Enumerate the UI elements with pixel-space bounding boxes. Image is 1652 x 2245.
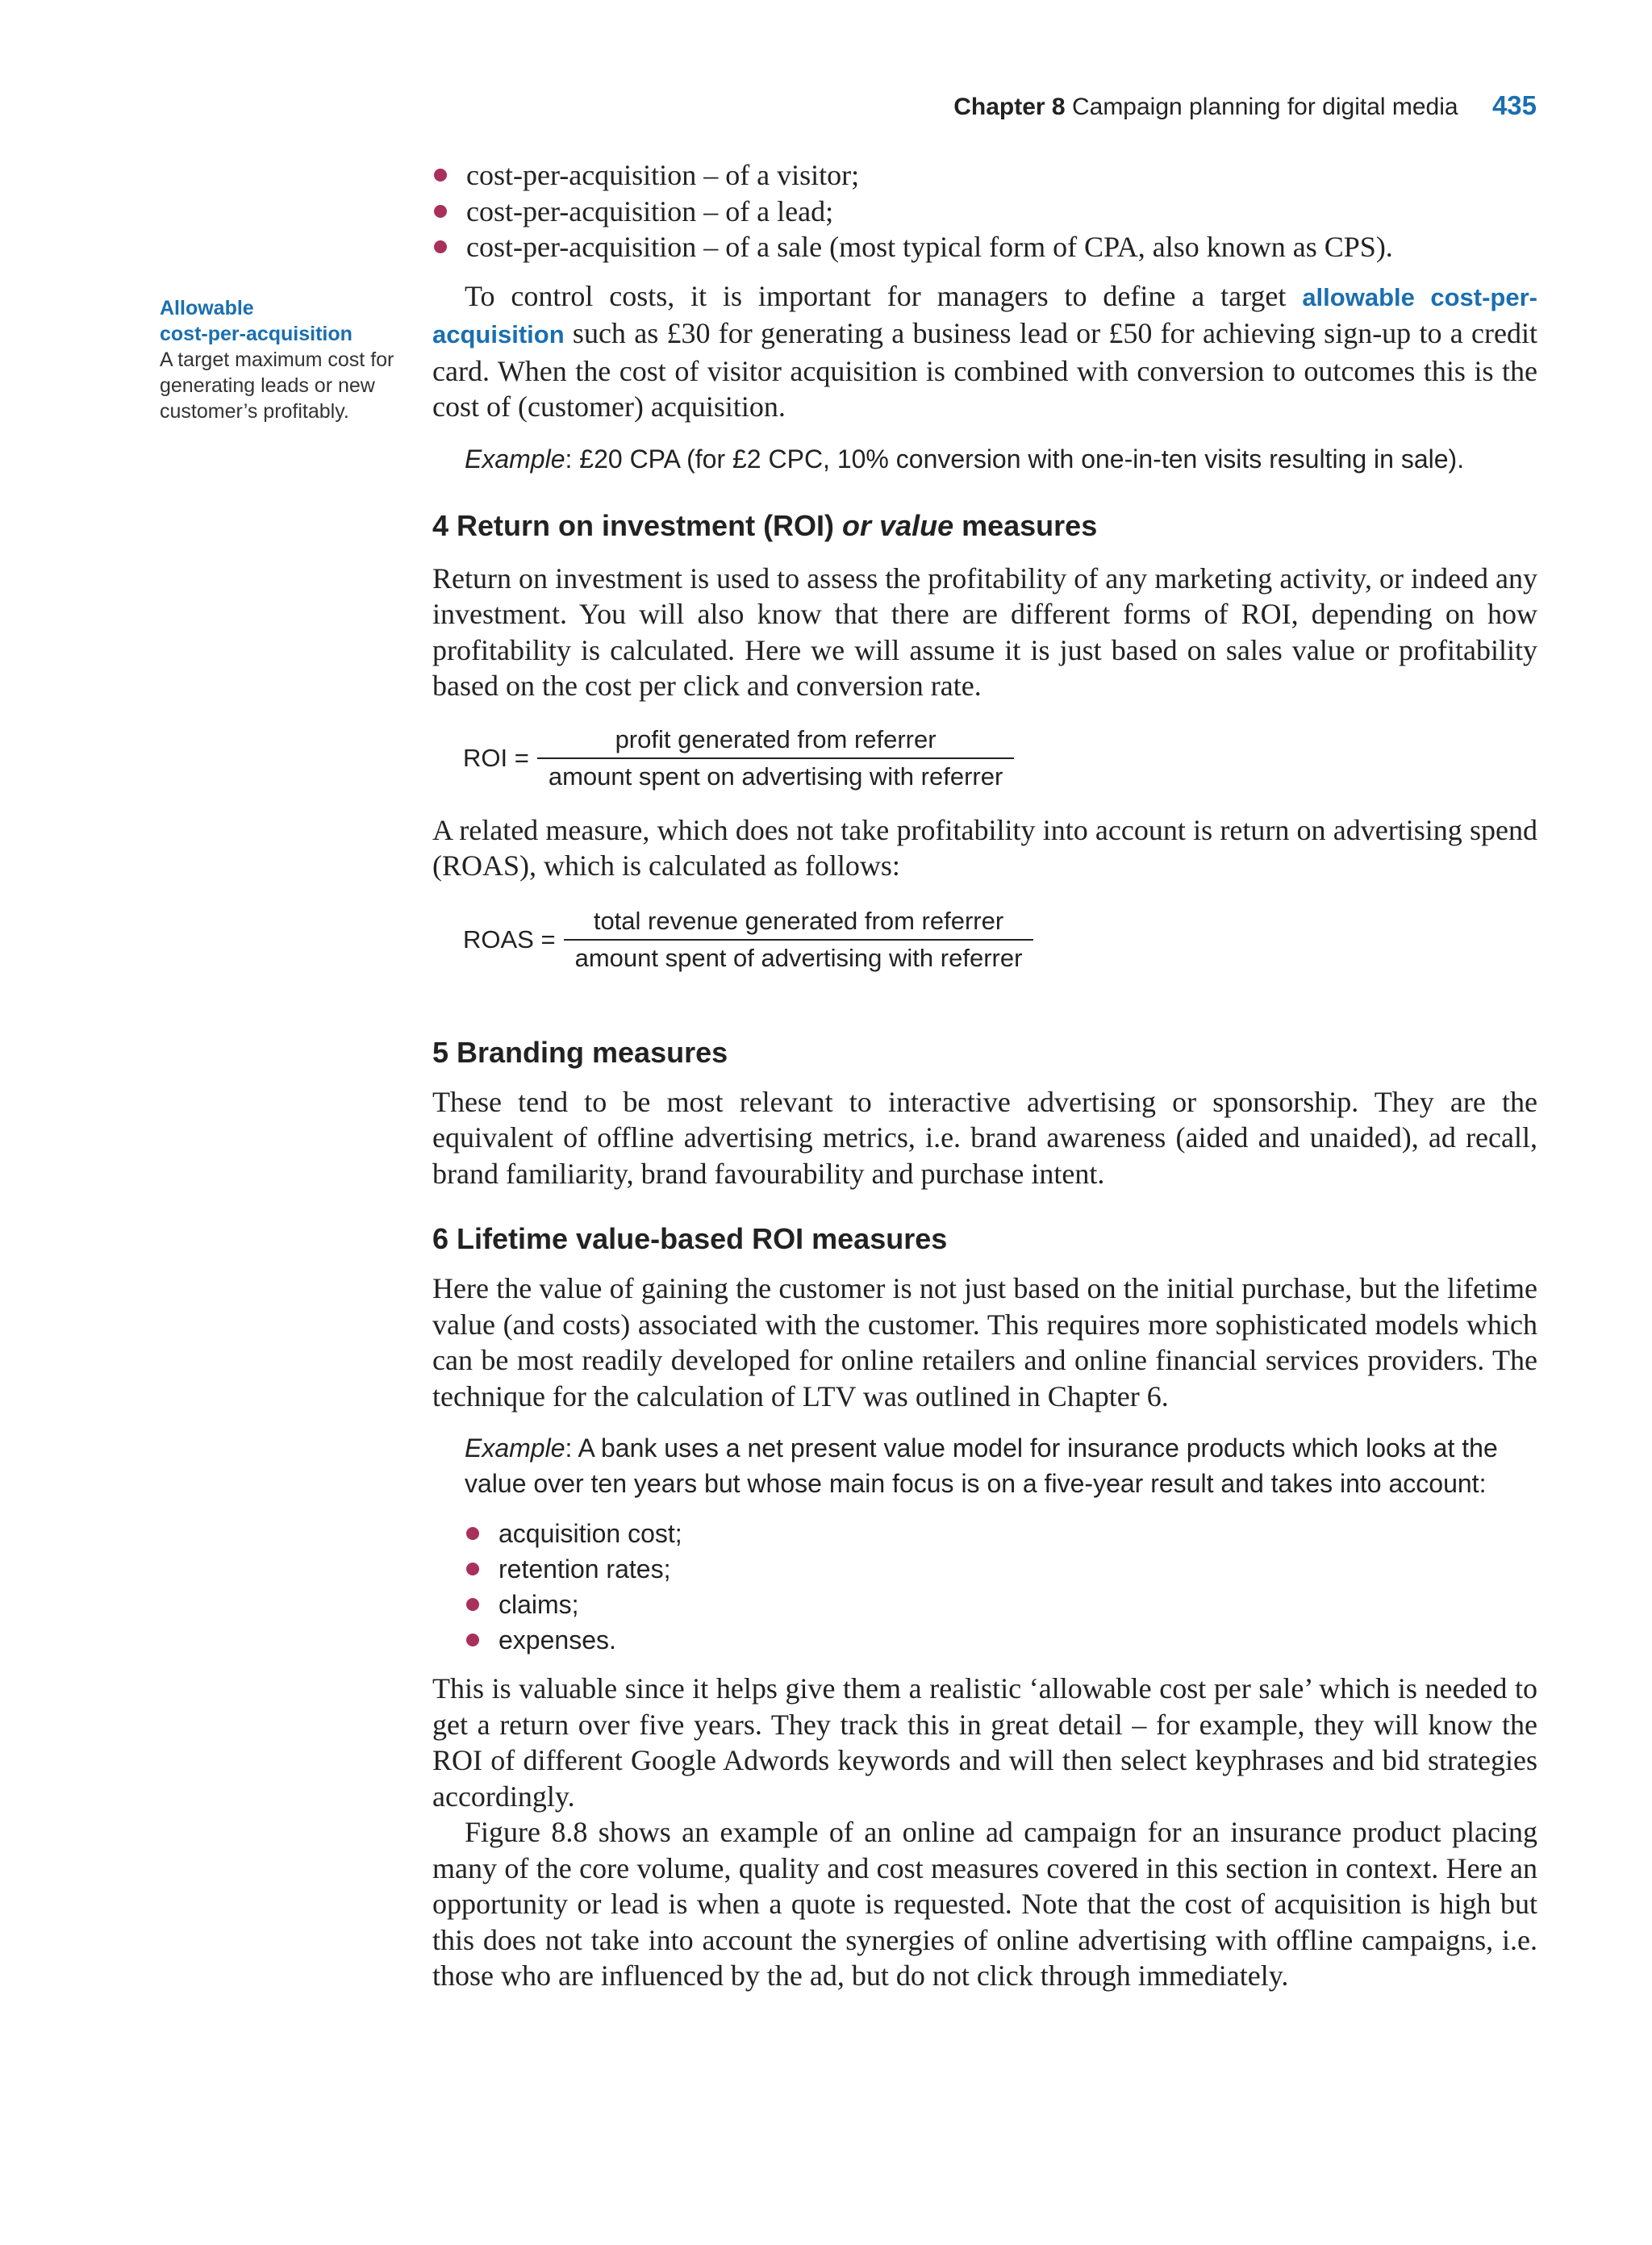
page-number: 435 <box>1491 90 1537 120</box>
formula-roas <box>463 907 1537 973</box>
bullet-icon <box>434 205 447 218</box>
glossary-term-line1: Allowable <box>160 297 254 319</box>
list-item: cost-per-acquisition – of a sale (most typical form of CPA, also known as CPS). <box>432 229 1537 265</box>
paragraph-figure-reference: Figure 8.8 shows an example of an online ad campaign for an insurance product placing many of the core volume, quality and cost measures covered in this section in context. Here an opportunity or lead is when a quote is requested. Note that the cost of acquisition is high but this does not take into account the synergies of online advertising with offline campaigns, i.e. those who are influenced by the ad, but do not click through immediately. <box>432 1816 1537 1992</box>
chapter-title: Campaign planning for digital media <box>1071 94 1458 120</box>
example-cpa: Example: £20 CPA (for £2 CPC, 10% conversion with one-in-ten visits resulting in sale). <box>465 444 1465 474</box>
formula-roi-lhs: ROI = <box>463 743 529 772</box>
bullet-icon <box>434 169 447 182</box>
paragraph-valuable: This is valuable since it helps give them a realistic ‘allowable cost per sale’ which is needed to get a return over five years. They track this in great detail – for example, they will know the ROI of different Google Adwords keywords and will then select keyphrases and bid strategies accordingly. <box>432 1672 1537 1813</box>
list-item: retention rates; <box>465 1551 1537 1587</box>
list-item: cost-per-acquisition – of a lead; <box>432 194 1537 230</box>
formula-roas-lhs: ROAS = <box>463 924 556 953</box>
glossary-term-line2: cost-per-acquisition <box>160 323 353 345</box>
paragraph-roas: A related measure, which does not take profitability into account is return on advertising spend (ROAS), which is calculated as follows: <box>432 813 1537 882</box>
list-item: expenses. <box>465 1622 1537 1658</box>
formula-roi-denominator: amount spent on advertising with referrer <box>537 757 1014 791</box>
cpa-bullet-list <box>432 157 1537 265</box>
paragraph-roi: Return on investment is used to assess the profitability of any marketing activity, or indeed any investment. You will also know that there are different forms of ROI, depending on how profitability is calculated. Here we will assume it is just based on sales value or profitability based on the cost per click and conversion rate. <box>432 561 1537 702</box>
bullet-icon <box>466 1598 479 1611</box>
list-item: acquisition cost; <box>465 1516 1537 1551</box>
section-4-heading: 4 Return on investment (ROI) or value measures <box>432 508 1098 542</box>
bullet-icon <box>466 1634 479 1646</box>
main-text-column <box>432 157 1537 1994</box>
formula-roi-numerator: profit generated from referrer <box>615 724 937 753</box>
paragraph-cost-control: To control costs, it is important for managers to define a target allowable cost-per-acquisition such as £30 for generating a business lead or £50 for achieving sign-up to a credit card. When the cost of visitor acquisition is combined with conversion to outcomes this is the cost of (customer) acquisition. <box>432 279 1537 423</box>
example-label: Example <box>465 1433 565 1463</box>
bullet-icon <box>466 1563 479 1575</box>
paragraph-branding: These tend to be most relevant to interactive advertising or sponsorship. They are the equivalent of offline advertising metrics, i.e. brand awareness (aided and unaided), ad recall, brand familiarity, brand favourability and purchase intent. <box>432 1085 1537 1190</box>
running-header <box>953 90 1537 121</box>
list-item: claims; <box>465 1587 1537 1622</box>
section-6-heading: 6 Lifetime value-based ROI measures <box>432 1222 948 1255</box>
formula-roas-numerator: total revenue generated from referrer <box>593 906 1004 935</box>
formula-roi <box>463 725 1537 791</box>
formula-roas-denominator: amount spent of advertising with referrer <box>564 939 1034 973</box>
section-5-heading: 5 Branding measures <box>432 1035 728 1069</box>
margin-glossary-note <box>160 295 402 424</box>
formula-roas-fraction <box>564 907 1034 973</box>
formula-roi-fraction <box>537 725 1014 791</box>
example-bank: Example: A bank uses a net present value model for insurance products which looks at the value over ten years but whose main focus is on a five-year result and takes into account: <box>465 1433 1498 1498</box>
bullet-icon <box>466 1527 479 1540</box>
chapter-label: Chapter 8 <box>953 94 1066 120</box>
list-item: cost-per-acquisition – of a visitor; <box>432 157 1537 194</box>
example-label: Example <box>465 444 565 474</box>
bullet-icon <box>434 240 447 253</box>
glossary-definition: A target maximum cost for generating leads or new customer’s profitably. <box>160 348 394 423</box>
glossary-keyword: allowable cost-per-acquisition <box>432 282 1537 348</box>
paragraph-lifetime-value: Here the value of gaining the customer is not just based on the initial purchase, but the lifetime value (and costs) associated with the customer. This requires more sophisticated models which can be most readily developed for online retailers and online financial services providers. The technique for the calculation of LTV was outlined in Chapter 6. <box>432 1272 1537 1413</box>
bank-bullet-list <box>465 1516 1537 1658</box>
